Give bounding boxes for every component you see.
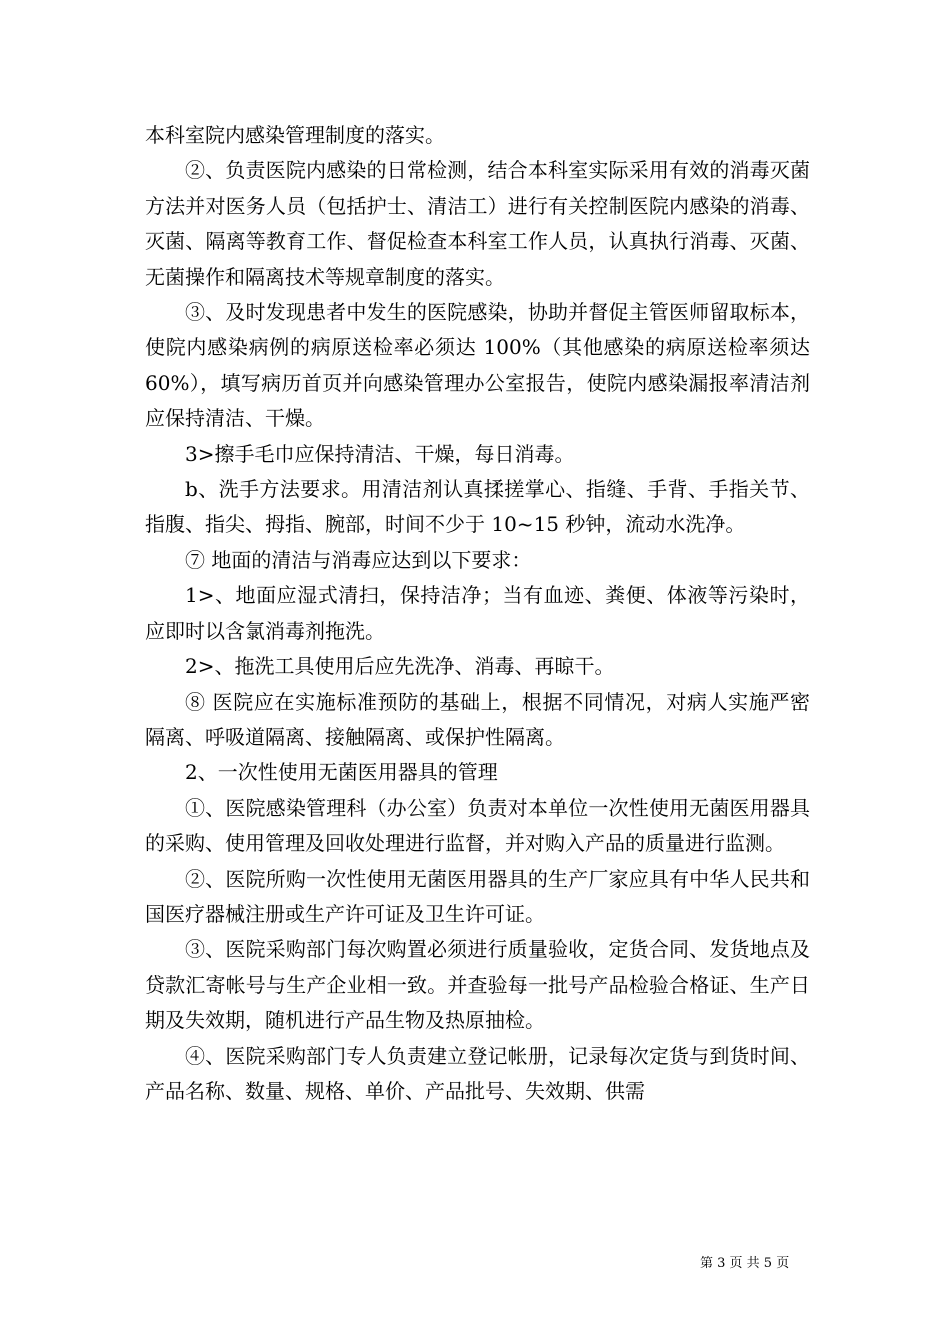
paragraph: ②、负责医院内感染的日常检测，结合本科室实际采用有效的消毒灭菌方法并对医务人员（包括护士、清洁工）进行有关控制医院内感染的消毒、灭菌、隔离等教育工作、督促检查本科室工作人员，认真执行消毒、灭菌、无菌操作和隔离技术等规章制度的落实。 <box>145 158 810 289</box>
paragraph: 1>、地面应湿式清扫，保持洁净；当有血迹、粪便、体液等污染时，应即时以含氯消毒剂拖洗。 <box>145 583 810 643</box>
paragraph: 2>、拖洗工具使用后应先洗净、消毒、再晾干。 <box>185 654 615 679</box>
paragraph: ④、医院采购部门专人负责建立登记帐册，记录每次定货与到货时间、产品名称、数量、规格、单价、产品批号、失效期、供需 <box>145 1043 810 1103</box>
document-body <box>145 118 810 1109</box>
paragraph: ⑦ 地面的清洁与消毒应达到以下要求： <box>185 547 532 572</box>
paragraph: ①、医院感染管理科（办公室）负责对本单位一次性使用无菌医用器具的采购、使用管理及回收处理进行监督，并对购入产品的质量进行监测。 <box>145 795 810 856</box>
page-number-footer: 第 3 页 共 5 页 <box>700 1256 790 1271</box>
paragraph: ③、医院采购部门每次购置必须进行质量验收，定货合同、发货地点及贷款汇寄帐号与生产企业相一致。并查验每一批号产品检验合格证、生产日期及失效期，随机进行产品生物及热原抽检。 <box>145 937 810 1033</box>
paragraph: 本科室院内感染管理制度的落实。 <box>145 123 445 147</box>
paragraph: ②、医院所购一次性使用无菌医用器具的生产厂家应具有中华人民共和国医疗器械注册或生产许可证及卫生许可证。 <box>145 866 810 926</box>
section-heading: 2、一次性使用无菌医用器具的管理 <box>185 760 498 785</box>
paragraph: 3>擦手毛巾应保持清洁、干燥，每日消毒。 <box>185 441 575 466</box>
paragraph: b、洗手方法要求。用清洁剂认真揉搓掌心、指缝、手背、手指关节、指腹、指尖、拇指、腕部，时间不少于 10~15 秒钟，流动水洗净。 <box>145 477 810 537</box>
paragraph: ③、及时发现患者中发生的医院感染，协助并督促主管医师留取标本，使院内感染病例的病原送检率必须达 100%（其他感染的病原送检率须达 60%），填写病历首页并向感染管理办公室报告，使院内感染漏报率清洁剂应保持清洁、干燥。 <box>145 300 810 431</box>
paragraph: ⑧ 医院应在实施标准预防的基础上，根据不同情况，对病人实施严密隔离、呼吸道隔离、接触隔离、或保护性隔离。 <box>145 689 810 749</box>
